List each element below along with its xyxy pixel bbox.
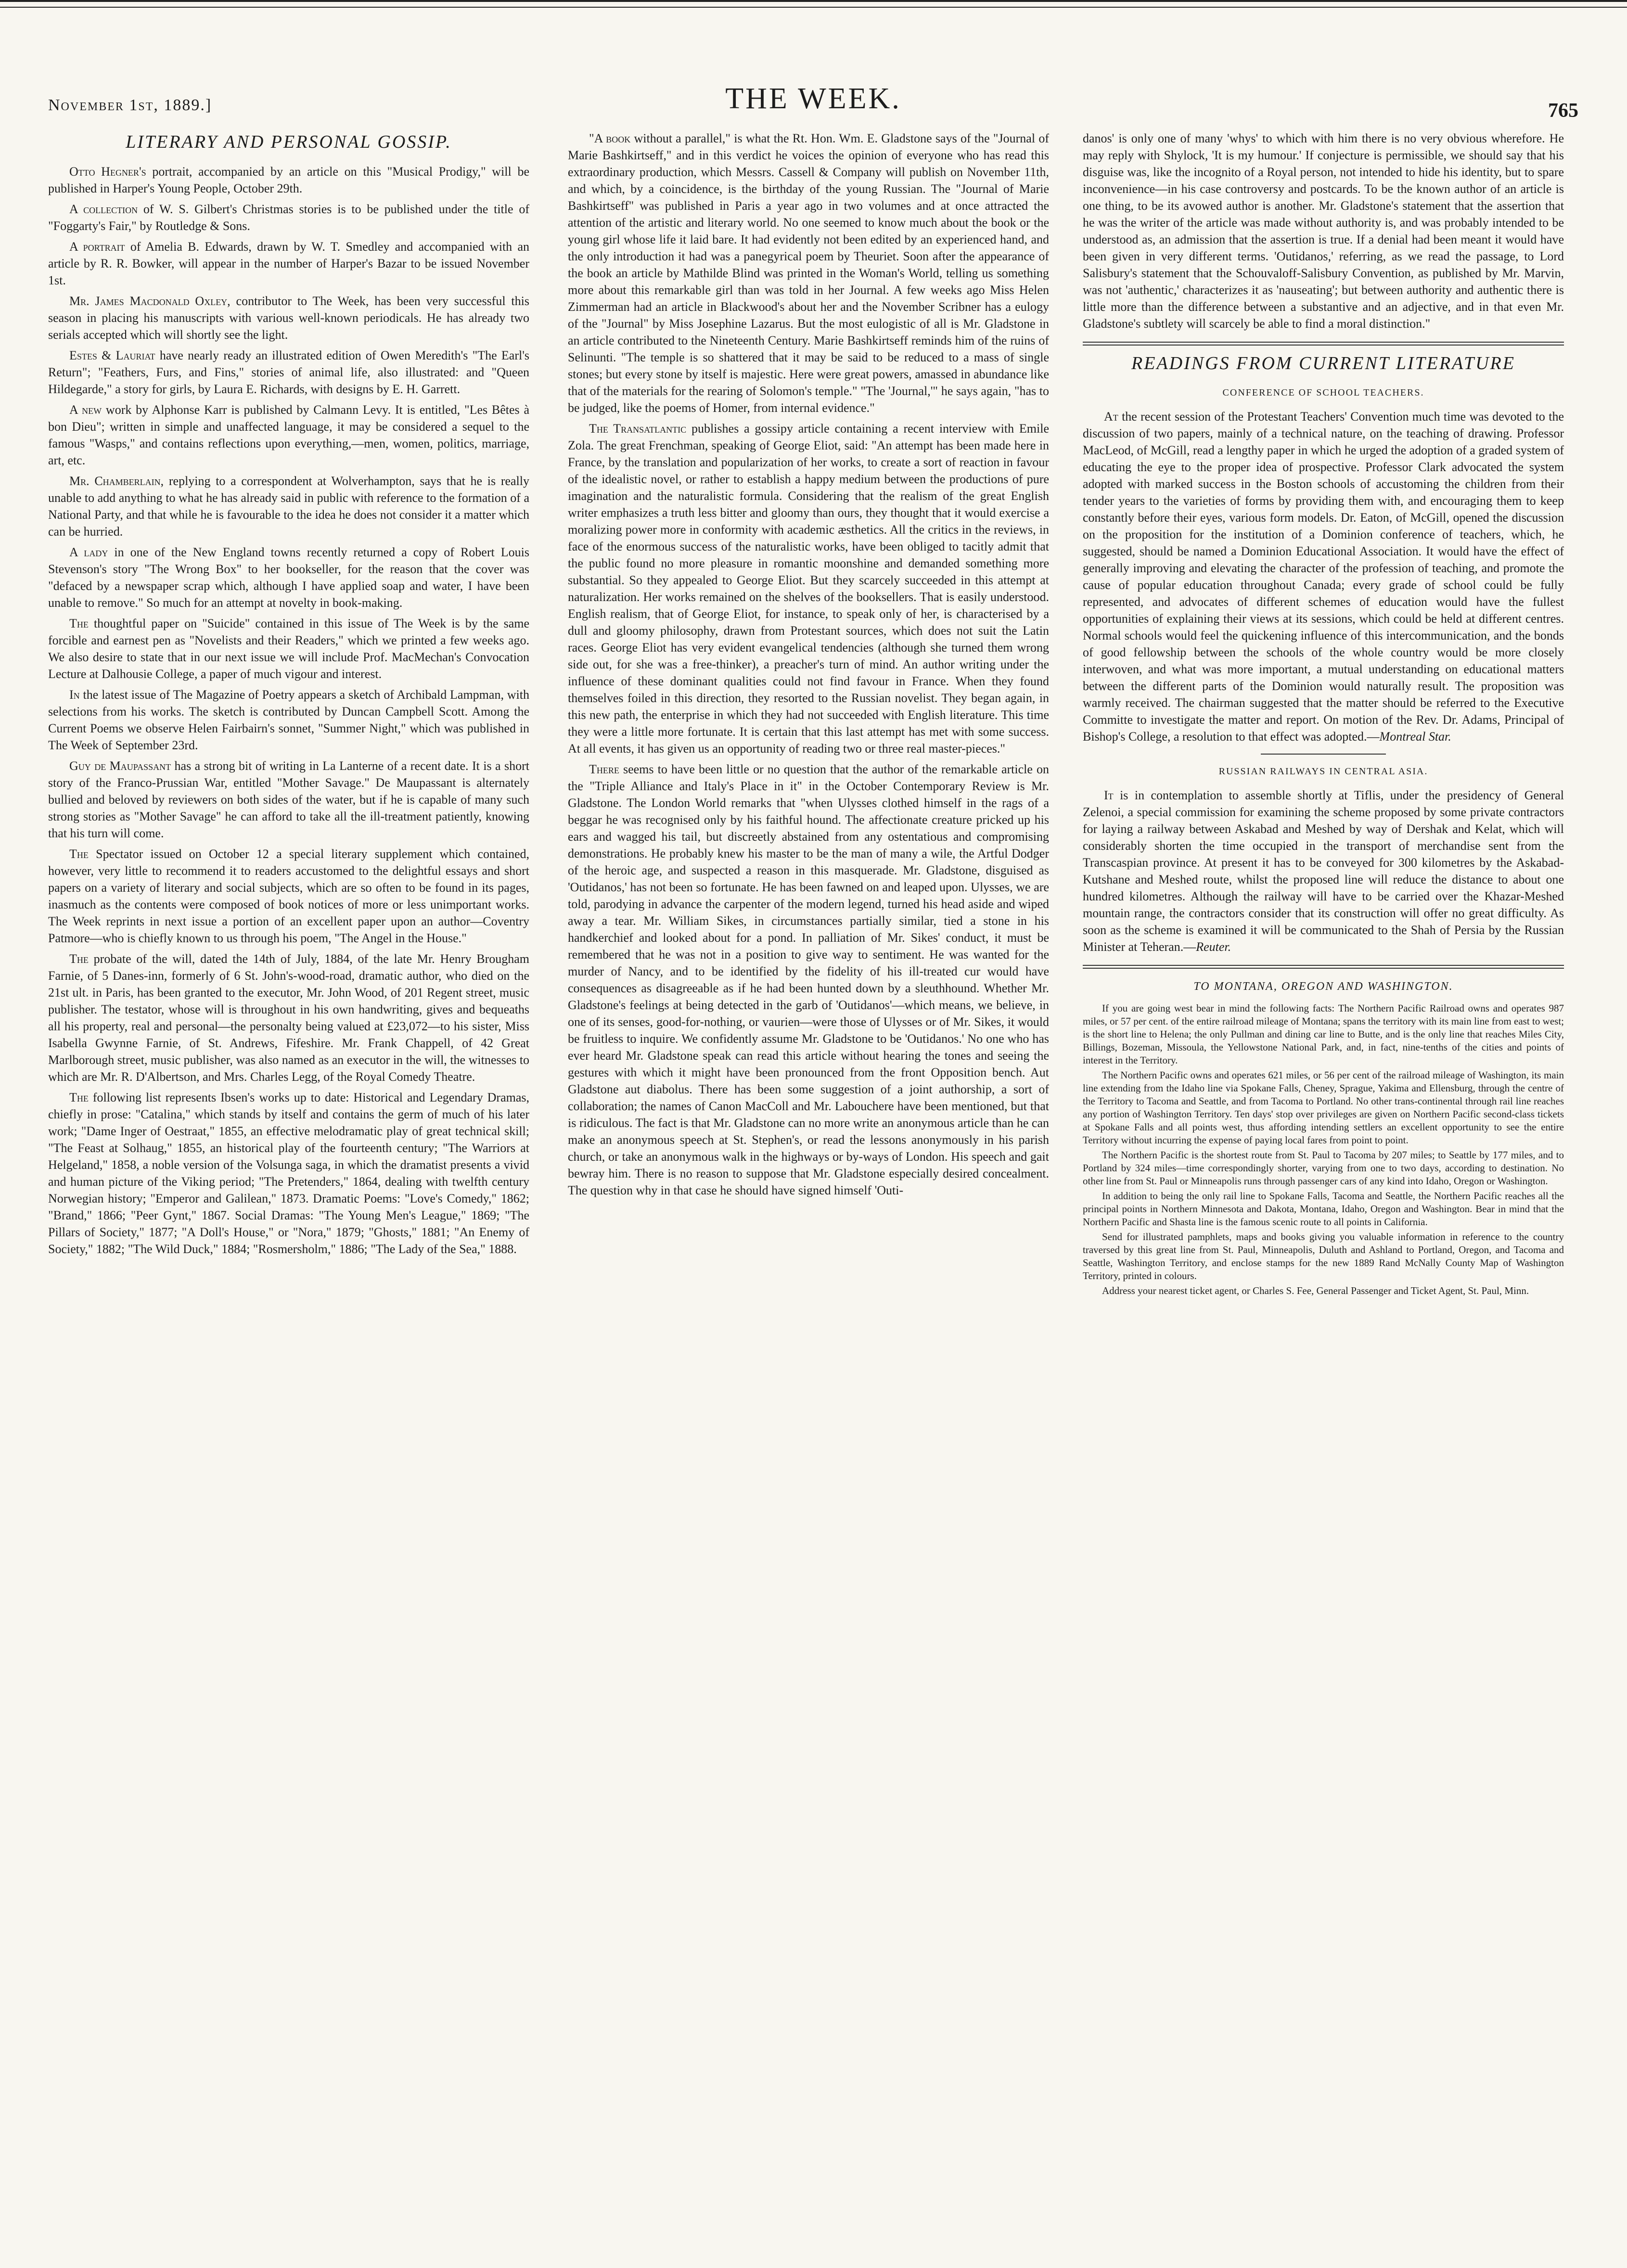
paragraph	[568, 130, 1049, 416]
paragraph	[48, 238, 529, 289]
paragraph	[48, 1089, 529, 1257]
gossip-paragraphs	[48, 163, 529, 1257]
lead-words: There	[589, 762, 619, 776]
paragraph-text: contributor to The Week, has been very successful this season in placing his manuscripts with various well-known periodicals. He has already two serials accepted which will shortly see the light.	[48, 294, 529, 342]
paragraph-text: the latest issue of The Magazine of Poetry appears a sketch of Archibald Lampman, with selections from his works. The sketch is contributed by Duncan Campbell Scott. Among the Current Poems we observe Helen Fairbairn's sonnet, "Summer Night," which was published in The Week of September 23rd.	[48, 688, 529, 752]
article-railways	[1083, 787, 1564, 955]
paragraph	[48, 201, 529, 234]
lead-words: The	[69, 616, 89, 630]
paragraph-text: following list represents Ibsen's works up to date: Historical and Legendary Dramas, chiefly in prose: "Catalina," which stands by itself and contains the germ of much of his later work; "Dame Inger of Oestraat," 1855, an effective melodramatic play of great technical skill; "The Feast at Solhaug," 1855, an historical play of the fourteenth century; "The Warriors at Helgeland," 1858, a noble version of the Volsunga saga, in which the dramatist presents a vivid and human picture of the Viking period; "The Pretenders," 1864, dealing with twelfth century Norwegian history; "Emperor and Galilean," 1873. Dramatic Poems: "Love's Comedy," 1862; "Brand," 1866; "Peer Gynt," 1867. Social Dramas: "The Young Men's League," 1869; "The Pillars of Society," 1877; "A Doll's House," or "Nora," 1879; "Ghosts," 1881; "An Enemy of Society," 1882; "The Wild Duck," 1884; "Rosmersholm," 1886; "The Lady of the Sea," 1888.	[48, 1090, 529, 1256]
issue-date: November 1st, 1889.]	[48, 96, 212, 114]
advert-paragraphs	[1083, 1002, 1564, 1297]
paragraph	[568, 761, 1049, 1199]
lead-word: At	[1104, 410, 1118, 423]
advert-title: TO MONTANA, OREGON AND WASHINGTON.	[1193, 980, 1453, 993]
page-number: 765	[1548, 100, 1578, 122]
advert-paragraph: The Northern Pacific owns and operates 621 miles, or 56 per cent of the railroad mileage of Washington, its main line extending from the Idaho line via Spokane Falls, Cheney, Sprague, Yakima and Ellensburg, through the centre of the Territory to Tacoma and Seattle, and from Tacoma to Portland. No other trans-continental through rail line reaches any portion of Washington Territory. Ten days' stop over privileges are given on Northern Pacific second-class tickets at Spokane Falls and all points west, thus affording intending settlers an excellent opportunity to see the entire Territory without incurring the expense of paying local fares from point to point.	[1083, 1069, 1564, 1146]
paragraph-text: of Amelia B. Edwards, drawn by W. T. Smedley and accompanied with an article by R. R. Bowker, will appear in the number of Harper's Bazar to be issued November 1st.	[48, 240, 529, 287]
paragraph	[48, 950, 529, 1085]
advert-divider	[1083, 965, 1564, 969]
subhead-railways: RUSSIAN RAILWAYS IN CENTRAL ASIA.	[1218, 766, 1428, 777]
paragraph-text: replying to a correspondent at Wolverhampton, says that he is really unable to add anything to what he has already said in public with reference to the formation of a National Party, and that while he is favourable to the idea he does not consider it a matter which can be hurried.	[48, 474, 529, 538]
masthead-title: THE WEEK.	[725, 82, 901, 115]
article-conference	[1083, 408, 1564, 745]
lead-words: The Transatlantic	[589, 422, 687, 436]
paragraph	[48, 401, 529, 469]
continued-paragraph: danos' is only one of many 'whys' to which with him there is no very obvious wherefore. He may reply with Shylock, 'It is my humour.' If conjecture is permissible, we should say that his disguise was, like the incognito of a Royal person, not intended to hide his identity, but to spare inconvenience—in his case controversy and postcards. To be the known author of an article is one thing, to be its avowed author is another. Mr. Gladstone's statement that the assertion that he was the writer of the article was made without authority is, and was probably intended to be understood as, an admission that the assertion is true. If a denial had been meant it would have been given in very different terms. 'Outidanos,' referring, as we read the passage, to Lord Salisbury's statement that the Schouvaloff-Salisbury Convention, as published by Mr. Marvin, was not 'authentic,' characterizes it as 'nauseating'; but between authority and authentic there is little more than the difference between a substantive and an adjective, and in that even Mr. Gladstone's subtlety will scarcely be able to find a moral distinction."	[1083, 131, 1564, 331]
lead-words: Mr. Chamberlain,	[69, 474, 164, 488]
advert-paragraph: Send for illustrated pamphlets, maps and books giving you valuable information in reference to the country traversed by this great line from St. Paul, Minneapolis, Duluth and Ashland to Portland, Oregon, and Tacoma and Seattle, Washington Territory, and enclose stamps for the new 1889 Rand McNally County Map of Washington Territory, printed in colours.	[1083, 1231, 1564, 1281]
lead-words: Otto Hegner's	[69, 165, 146, 179]
page-header	[48, 77, 1578, 130]
paragraph	[48, 615, 529, 682]
column-3	[1083, 130, 1564, 2247]
paragraph	[48, 757, 529, 842]
column-1	[48, 130, 529, 2247]
paragraph-text: without a parallel," is what the Rt. Hon. Wm. E. Gladstone says of the "Journal of Marie Bashkirtseff," and in this verdict he voices the opinion of everyone who has read this extraordinary production, which Messrs. Cassell & Company will publish on November 11th, and which, by a coincidence, is the birthday of the young Russian. The "Journal of Marie Bashkirtseff" was published in Paris a year ago in two volumes and at once attracted the attention of the artistic and literary world. No one seemed to know much about the book or the young girl whose life it laid bare. It had evidently not been edited by an experienced hand, and the only introduction it had was a panegyrical poem by Theuriet. Soon after the appearance of the book an article by Mathilde Blind was printed in the Woman's World, telling us something more about this remarkable girl than was told in her Journal. A few weeks ago Miss Helen Zimmerman had an article in Blackwood's about her and the November Scribner has a eulogy of the "Journal" by Miss Josephine Lazarus. But the most eulogistic of all is Mr. Gladstone in an article contributed to the Nineteenth Century. Marie Bashkirtseff reminds him of the ruins of Selinunti. "The temple is so shattered that it may be said to be reduced to a mass of single stones; but every stone by itself is majestic. Here were great powers, amassed in abundance like that of the materials for the rearing of Solomon's temple." "The 'Journal,'" he says again, "has to be judged, like the poems of Homer, from internal evidence."	[568, 131, 1049, 415]
subhead-conference: CONFERENCE OF SCHOOL TEACHERS.	[1222, 387, 1424, 398]
column-2	[568, 130, 1049, 2247]
paragraph	[48, 846, 529, 947]
paragraph-text: probate of the will, dated the 14th of July, 1884, of the late Mr. Henry Brougham Farnie, of 5 Danes-inn, formerly of 6 St. John's-wood-road, dramatic author, who died on the 21st ult. in Paris, has been granted to the executor, Mr. John Wood, of 201 Regent street, music publisher. The testator, whose will is throughout in his own handwriting, gives and bequeaths all his property, real and personal—the personalty being valued at £23,072—to his sister, Miss Isabella Gwynne Farnie, of St. Andrews, Fifeshire. Mr. Frank Chappell, of 42 Great Marlborough street, music publisher, was also named as an executor in the will, the witnesses to which are Mr. R. D'Albertson, and Mrs. Charles Legg, of the Royal Comedy Theatre.	[48, 952, 529, 1084]
paragraph	[48, 473, 529, 540]
paragraph-text: have nearly ready an illustrated edition of Owen Meredith's "The Earl's Return"; "Feathers, Furs, and Fins," stories of animal life, also illustrated: and "Queen Hildegarde," a story for girls, by Laura E. Richards, with designs by E. H. Garrett.	[48, 348, 529, 396]
article-text: is in contemplation to assemble shortly at Tiflis, under the presidency of General Zelenoi, a special commission for examining the scheme proposed by some private contractors for laying a railway between Askabad and Meshed by way of Dershak and Kelat, which will considerably shorten the time occupied in the transport of merchandise sent from the Transcaspian province. At present it has to be conveyed for 300 kilometres by the Askabad-Kutshane and Meshed route, whilst the proposed line will reduce the distance to about one hundred kilometres. Although the railway will have to be carried over the Khazar-Meshed mountain range, the contractors consider that its construction will offer no great difficulty. As soon as the scheme is examined it will be communicated to the Shah of Persia by the Russian Minister at Teheran.—	[1083, 788, 1564, 954]
advert-paragraph: In addition to being the only rail line to Spokane Falls, Tacoma and Seattle, the Northern Pacific reaches all the principal points in Northern Minnesota and Dakota, Montana, Idaho, Oregon and Washington. Bear in mind that the Northern Pacific and Shasta line is the famous scenic route to all points in California.	[1083, 1190, 1564, 1228]
paragraph-text: of W. S. Gilbert's Christmas stories is to be published under the title of "Foggarty's Fair," by Routledge & Sons.	[48, 202, 529, 233]
paragraph-text: thoughtful paper on "Suicide" contained in this issue of The Week is by the same forcible and earnest pen as "Novelists and their Readers," which we printed a few weeks ago. We also desire to state that in our next issue we will include Prof. MacMechan's Convocation Lecture at Dalhousie College, a paper of much vigour and interest.	[48, 616, 529, 681]
lead-words: Guy de Maupassant	[69, 759, 171, 773]
advert-paragraph: Address your nearest ticket agent, or Charles S. Fee, General Passenger and Ticket Agent, St. Paul, Minn.	[1102, 1285, 1529, 1296]
section-title-readings: READINGS FROM CURRENT LITERATURE	[1131, 353, 1515, 373]
paragraph-text: has a strong bit of writing in La Lanterne of a recent date. It is a short story of the Franco-Prussian War, entitled "Mother Savage." De Maupassant is alternately bullied and beloved by reviewers on both sides of the water, but if he is capable of many such strong stories as "Mother Savage" he can afford to take all the ill-treatment patiently, knowing that his turn will come.	[48, 759, 529, 840]
paragraph	[48, 163, 529, 197]
paragraph	[48, 686, 529, 754]
lead-word: It	[1104, 788, 1114, 802]
lead-words: In	[69, 688, 80, 702]
lead-words: The	[69, 1090, 89, 1104]
paragraph-text: publishes a gossipy article containing a recent interview with Emile Zola. The great Frenchman, speaking of George Eliot, said: "An attempt has been made here in France, by the translation and popularization of her works, to create a sort of reaction in favour of the idealistic novel, or rather to establish a happy medium between the productions of pure imagination and the naturalistic formula. Considering that the realism of the great English writer emphasizes a truth less bitter and gloomy than ours, they thought that it would exercise a moralizing power more in conformity with academic æsthetics. All the critics in the reviews, in face of the enormous success of the naturalistic works, have been obliged to tacitly admit that the public found no more pleasure in romantic moonshine and demanded something more substantial. So they appealed to George Eliot. But they scarcely succeeded in this attempt at naturalization. Her works remained on the shelves of the booksellers. That is easily understood. English realism, that of George Eliot, for instance, to speak only of her, is characterised by a dull and gloomy philosophy, drawn from Protestant sources, which does not suit the Latin races. George Eliot has very evident evangelical tendencies (although she turned them wrong side out, for she was a free-thinker), a preacher's turn of mind. An author writing under the influence of these dominant qualities could not find favour in France. When they found themselves foiled in this direction, they resorted to the Russian novelist. They began again, in this new path, the enterprise in which they had not succeeded with English literature. This time they were a little more fortunate. It is certain that this last attempt has met with some success. At all events, it has given us an opportunity of reading two or three real master-pieces."	[568, 422, 1049, 756]
advert-paragraph: The Northern Pacific is the shortest route from St. Paul to Tacoma by 207 miles; to Seattle by 177 miles, and to Portland by 324 miles—time correspondingly shorter, varying from one to two days, according to destination. No other line from St. Paul or Minneapolis runs through passenger cars of any kind into Idaho, Oregon or Washington.	[1083, 1149, 1564, 1187]
lead-words: A portrait	[69, 240, 125, 254]
paragraph-text: seems to have been little or no question that the author of the remarkable article on the "Triple Alliance and Italy's Place in it" in the October Contemporary Review is Mr. Gladstone. The London World remarks that "when Ulysses clothed himself in the rags of a beggar he was recognised only by his faithful hound. The affectionate creature pricked up his ears and wagged his tail, but discreetly abstained from any ostentatious and compromising demonstrations. He probably knew his master to be the man of many a wile, the Artful Dodger of the heroic age, and suspected a reason in this masquerade. Mr. Gladstone, disguised as 'Outidanos,' has not been so fortunate. He has been fawned on and leaped upon. Ulysses, we are told, parodying in advance the carpenter of the modern legend, turned his head aside and wiped away a tear. Mr. William Sikes, in circumstances partially similar, tied a stone in his handkerchief and looked about for a pond. In palliation of Mr. Sikes' conduct, it must be remembered that he was not in a position to give way to sentiment. He was wanted for the murder of Nancy, and to be identified by the fidelity of his ill-treated cur would have consequences as disagreeable as if he had been hunted down by a sleuthhound. Whether Mr. Gladstone's feelings at being detected in the garb of 'Outidanos'—which means, we believe, in one of its senses, good-for-nothing, or vaurien—were those of Ulysses or of Mr. Sikes, it would be fruitless to inquire. We confidently assume Mr. Gladstone to be 'Outidanos.' No one who has ever heard Mr. Gladstone speak can read this article without hearing the tones and seeing the gestures with which it might have been pronounced from the front Opposition bench. Aut Gladstone aut diabolus. There has been some suggestion of a joint authorship, a sort of collaboration; the names of Canon MacColl and Mr. Labouchere have been mentioned, but that is ridiculous. The fact is that Mr. Gladstone can no more write an anonymous article than he can make an anonymous speech at St. Stephen's, or read the lessons anonymously in his parish church, or take an anonymous walk in the highways or by-ways of London. His speech and gait bewray him. There is no reason to suppose that Mr. Gladstone especially desired concealment. The question why in that case he should have signed himself 'Outi-	[568, 762, 1049, 1197]
top-border-rule	[0, 0, 1627, 8]
paragraph	[48, 293, 529, 343]
paragraph-text: work by Alphonse Karr is published by Calmann Levy. It is entitled, "Les Bêtes à bon Dieu"; written in simple and unaffected language, it may be considered a sequel to the famous "Wasps," and contains reflections upon everything,—men, women, politics, marriage, art, etc.	[48, 403, 529, 467]
source-credit: Reuter.	[1196, 940, 1231, 954]
paragraph-text: portrait, accompanied by an article on this "Musical Prodigy," will be published in Harper's Young People, October 29th.	[48, 165, 529, 195]
lead-words: Estes & Lauriat	[69, 348, 155, 362]
column-2-paragraphs	[568, 130, 1049, 1199]
article-text: the recent session of the Protestant Teachers' Convention much time was devoted to the discussion of two papers, mainly of a technical nature, on the teaching of drawing. Professor MacLeod, of McGill, read a lengthy paper in which he urged the adoption of a graded system of educating the eye to the proper idea of prospective. Professor Clark advocated the system adopted with marked success in the Boston schools of accustoming the children from their tender years to the varieties of forms by providing them with, and encouraging them to keep constantly before their eyes, various form models. Dr. Eaton, of McGill, opened the discussion on the proposition for the institution of a Dominion conference of teachers, which, he suggested, should be named a Dominion Educational Association. It would have the effect of generally improving and elevating the character of the profession of teaching, and promote the cause of popular education throughout Canada; every grade of school could be fully represented, and advocates of different schemes of education would have the fullest opportunities of explaining their views at its sessions, which could be held at different centres. Normal schools would feel the quickening influence of this intercommunication, and the bonds of good fellowship between the schools of the whole country would be more closely interwoven, and what was more important, a mutual understanding on educational matters between the different parts of the Dominion would naturally result. The proposition was warmly received. The chairman suggested that the matter should be referred to the Executive Committe to investigate the matter and report. On motion of the Rev. Dr. Adams, Principal of Bishop's College, a resolution to that effect was adopted.—	[1083, 410, 1564, 743]
lead-words: A collection	[69, 202, 138, 216]
advert-paragraph: If you are going west bear in mind the following facts: The Northern Pacific Railroad owns and operates 987 miles, or 57 per cent. of the entire railroad mileage of Montana; spans the territory with its main line from east to west; is the short line to Helena; the only Pullman and dining car line to Butte, and is the only line that reaches Miles City, Billings, Bozeman, Missoula, the Yellowstone National Park, and, in fact, nine-tenths of the cities and points of interest in the Territory.	[1083, 1002, 1564, 1066]
lead-words: The	[69, 847, 89, 861]
article-divider	[1261, 754, 1386, 755]
paragraph	[48, 544, 529, 611]
paragraph	[48, 347, 529, 397]
lead-words: A new	[69, 403, 102, 417]
lead-words: Mr. James Macdonald Oxley,	[69, 294, 231, 308]
paragraph	[568, 420, 1049, 757]
paragraph-text: in one of the New England towns recently returned a copy of Robert Louis Stevenson's story "The Wrong Box" to her bookseller, for the reason that the cover was "defaced by a newspaper scrap which, although I have applied soap and water, I have been unable to remove." So much for an attempt at novelty in book-making.	[48, 545, 529, 610]
paragraph-text: Spectator issued on October 12 a special literary supplement which contained, however, very little to recommend it to readers accustomed to the delightful essays and short papers on a variety of literary and social subjects, which are so often to be found in its pages, inasmuch as the contents were composed of book notices of more or less unimportant works. The Week reprints in next issue a portion of an excellent paper upon an author—Coventry Patmore—who is chiefly known to us through his poem, "The Angel in the House."	[48, 847, 529, 945]
section-divider	[1083, 342, 1564, 346]
source-credit: Montreal Star.	[1379, 730, 1451, 743]
lead-words: "A book	[589, 131, 631, 145]
lead-words: A lady	[69, 545, 108, 559]
lead-words: The	[69, 952, 89, 966]
section-title-gossip: LITERARY AND PERSONAL GOSSIP.	[126, 132, 452, 152]
